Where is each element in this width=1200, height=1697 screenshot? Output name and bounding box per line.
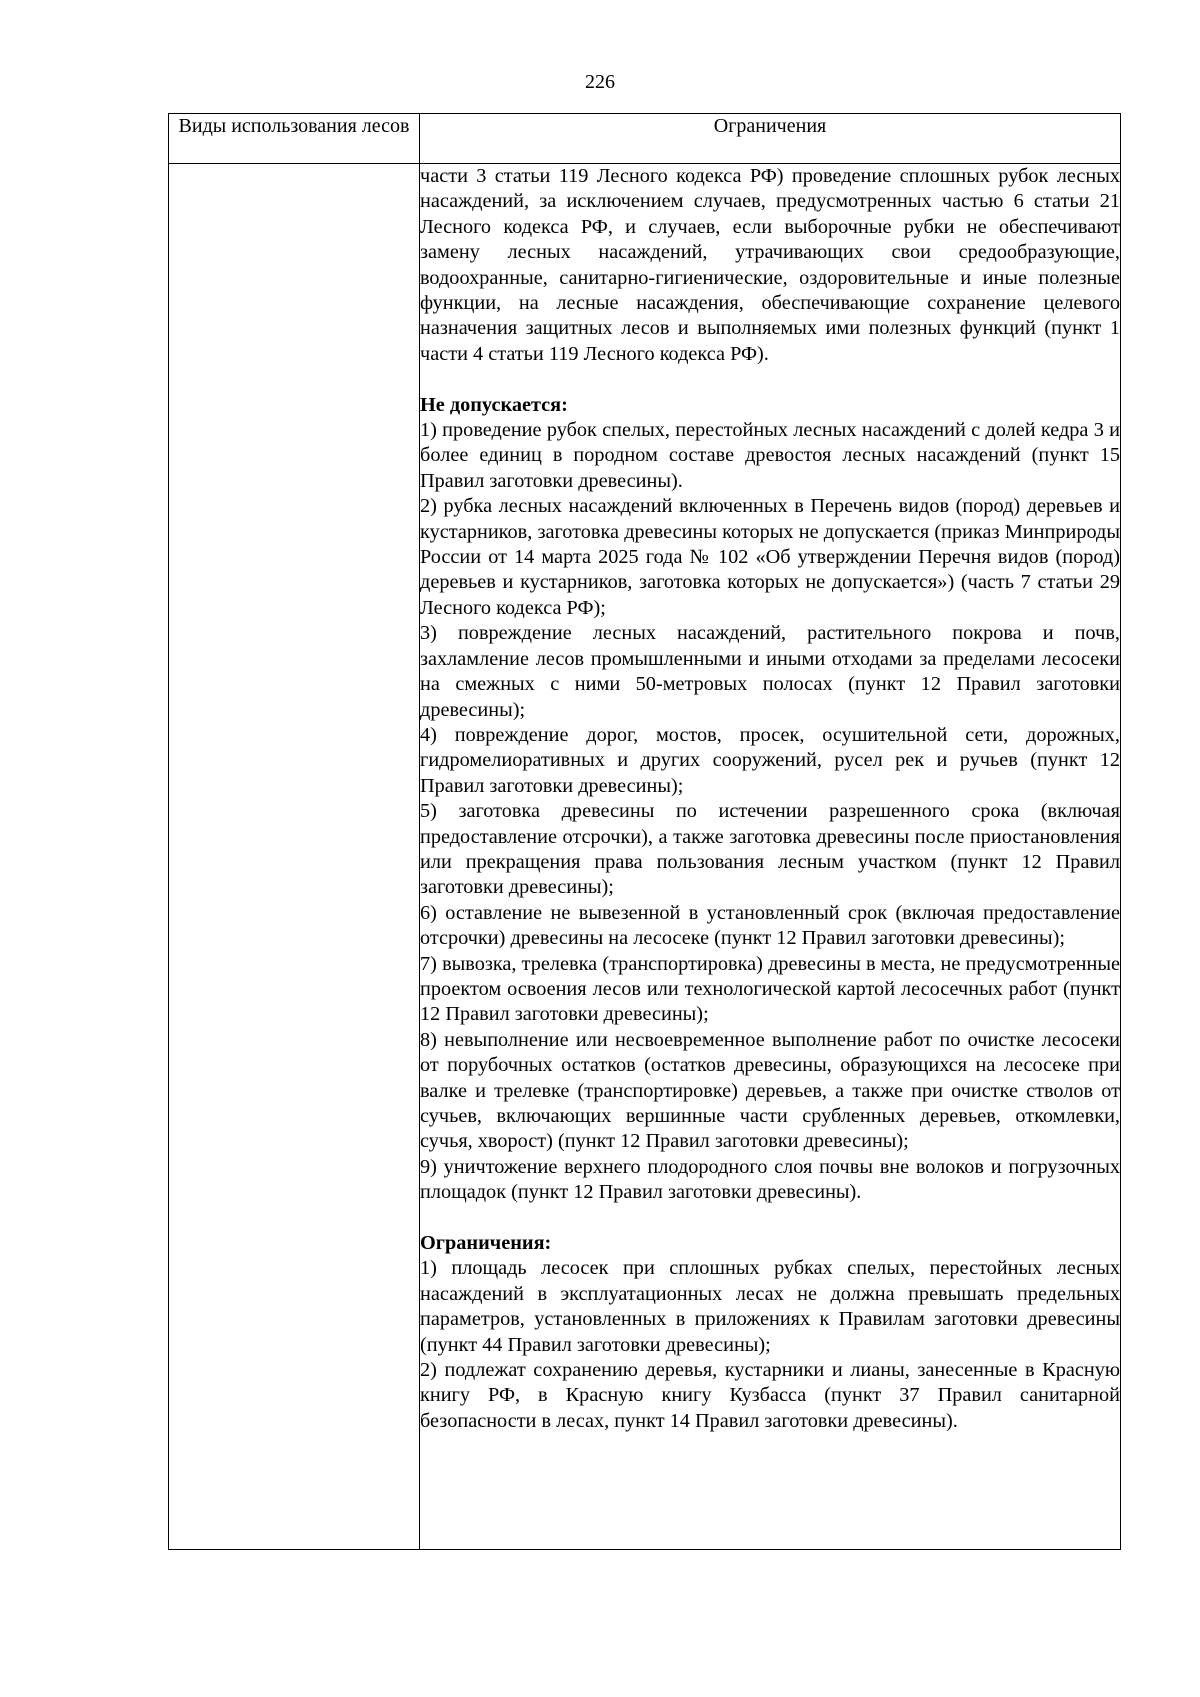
intro-paragraph: части 3 статьи 119 Лесного кодекса РФ) проведение сплошных рубок лесных насаждений, за исключением случаев, предусмотренных частью 6 статьи 21 Лесного кодекса РФ, и случаев, если выборочные рубки не обеспечивают замену лесных насаждений, утрачивающих свои средообразующие, водоохранные, санитарно-гигиенические, оздоровительные и иные полезные функции, на лесные насаждения, обеспечивающие сохранение целевого назначения защитных лесов и выполняемых ими полезных функций (пункт 1 части 4 статьи 119 Лесного кодекса РФ). xyxy=(420,165,1120,365)
forest-use-type-cell xyxy=(169,164,420,1550)
list-item: 1) проведение рубок спелых, перестойных лесных насаждений с долей кедра 3 и более единиц в породном составе древостоя лесных насаждений (пункт 15 Правил заготовки древесины). xyxy=(420,419,1120,492)
list-item: 7) вывозка, трелевка (транспортировка) древесины в места, не предусмотренные проектом освоения лесов или технологической картой лесосечных работ (пункт 12 Правил заготовки древесины); xyxy=(420,952,1120,1026)
list-item: 5) заготовка древесины по истечении разрешенного срока (включая предоставление отсрочки), а также заготовка древесины после приостановления или прекращения права пользования лесным участком (пункт 12 Правил заготовки древесины); xyxy=(420,800,1120,899)
header-restrictions: Ограничения xyxy=(420,114,1121,164)
section-heading-restrictions: Ограничения: xyxy=(420,1232,552,1255)
list-item: 4) повреждение дорог, мостов, просек, осушительной сети, дорожных, гидромелиоративных и других сооружений, русел рек и ручьев (пункт 12 Правил заготовки древесины); xyxy=(420,723,1120,797)
restrictions-cell xyxy=(420,164,1121,1550)
list-item: 2) подлежат сохранению деревья, кустарники и лианы, занесенные в Красную книгу РФ, в Красную книгу Кузбасса (пункт 37 Правил санитарной безопасности в лесах, пункт 14 Правил заготовки древесины). xyxy=(420,1359,1120,1432)
section-spacer xyxy=(420,1206,1120,1231)
section-heading-prohibited: Не допускается: xyxy=(420,393,568,416)
table-header-row xyxy=(169,114,1121,164)
restrictions-table xyxy=(168,113,1121,1550)
list-item: 2) рубка лесных насаждений включенных в Перечень видов (пород) деревьев и кустарников, заготовка древесины которых не допускается (приказ Минприроды России от 14 марта 2025 года № 102 «Об утверждении Перечня видов (пород) деревьев и кустарников, заготовка которых не допускается») (часть 7 статьи 29 Лесного кодекса РФ); xyxy=(420,495,1120,619)
list-item: 8) невыполнение или несвоевременное выполнение работ по очистке лесосеки от порубочных остатков (остатков древесины, образующихся на лесосеке при валке и трелевке (транспортировке) деревьев, а также при очистке стволов от сучьев, включающих вершинные части срубленных деревьев, откомлевки, сучья, хворост) (пункт 12 Правил заготовки древесины); xyxy=(420,1028,1120,1153)
list-item: 6) оставление не вывезенной в установленный срок (включая предоставление отсрочки) древесины на лесосеке (пункт 12 Правил заготовки древесины); xyxy=(420,901,1120,950)
section-spacer xyxy=(420,367,1120,392)
list-item: 9) уничтожение верхнего плодородного слоя почвы вне волоков и погрузочных площадок (пункт 12 Правил заготовки древесины). xyxy=(420,1155,1120,1204)
list-item: 1) площадь лесосек при сплошных рубках спелых, перестойных лесных насаждений в эксплуатационных лесах не должна превышать предельных параметров, установленных в приложениях к Правилам заготовки древесины (пункт 44 Правил заготовки древесины); xyxy=(420,1257,1120,1356)
page-number: 226 xyxy=(585,71,615,93)
list-item: 3) повреждение лесных насаждений, растительного покрова и почв, захламление лесов промышленными и иными отходами за пределами лесосеки на смежных с ними 50-метровых полосах (пункт 12 Правил заготовки древесины); xyxy=(420,622,1120,721)
table-row xyxy=(169,164,1121,1550)
header-forest-use-types: Виды использования лесов xyxy=(169,114,420,164)
